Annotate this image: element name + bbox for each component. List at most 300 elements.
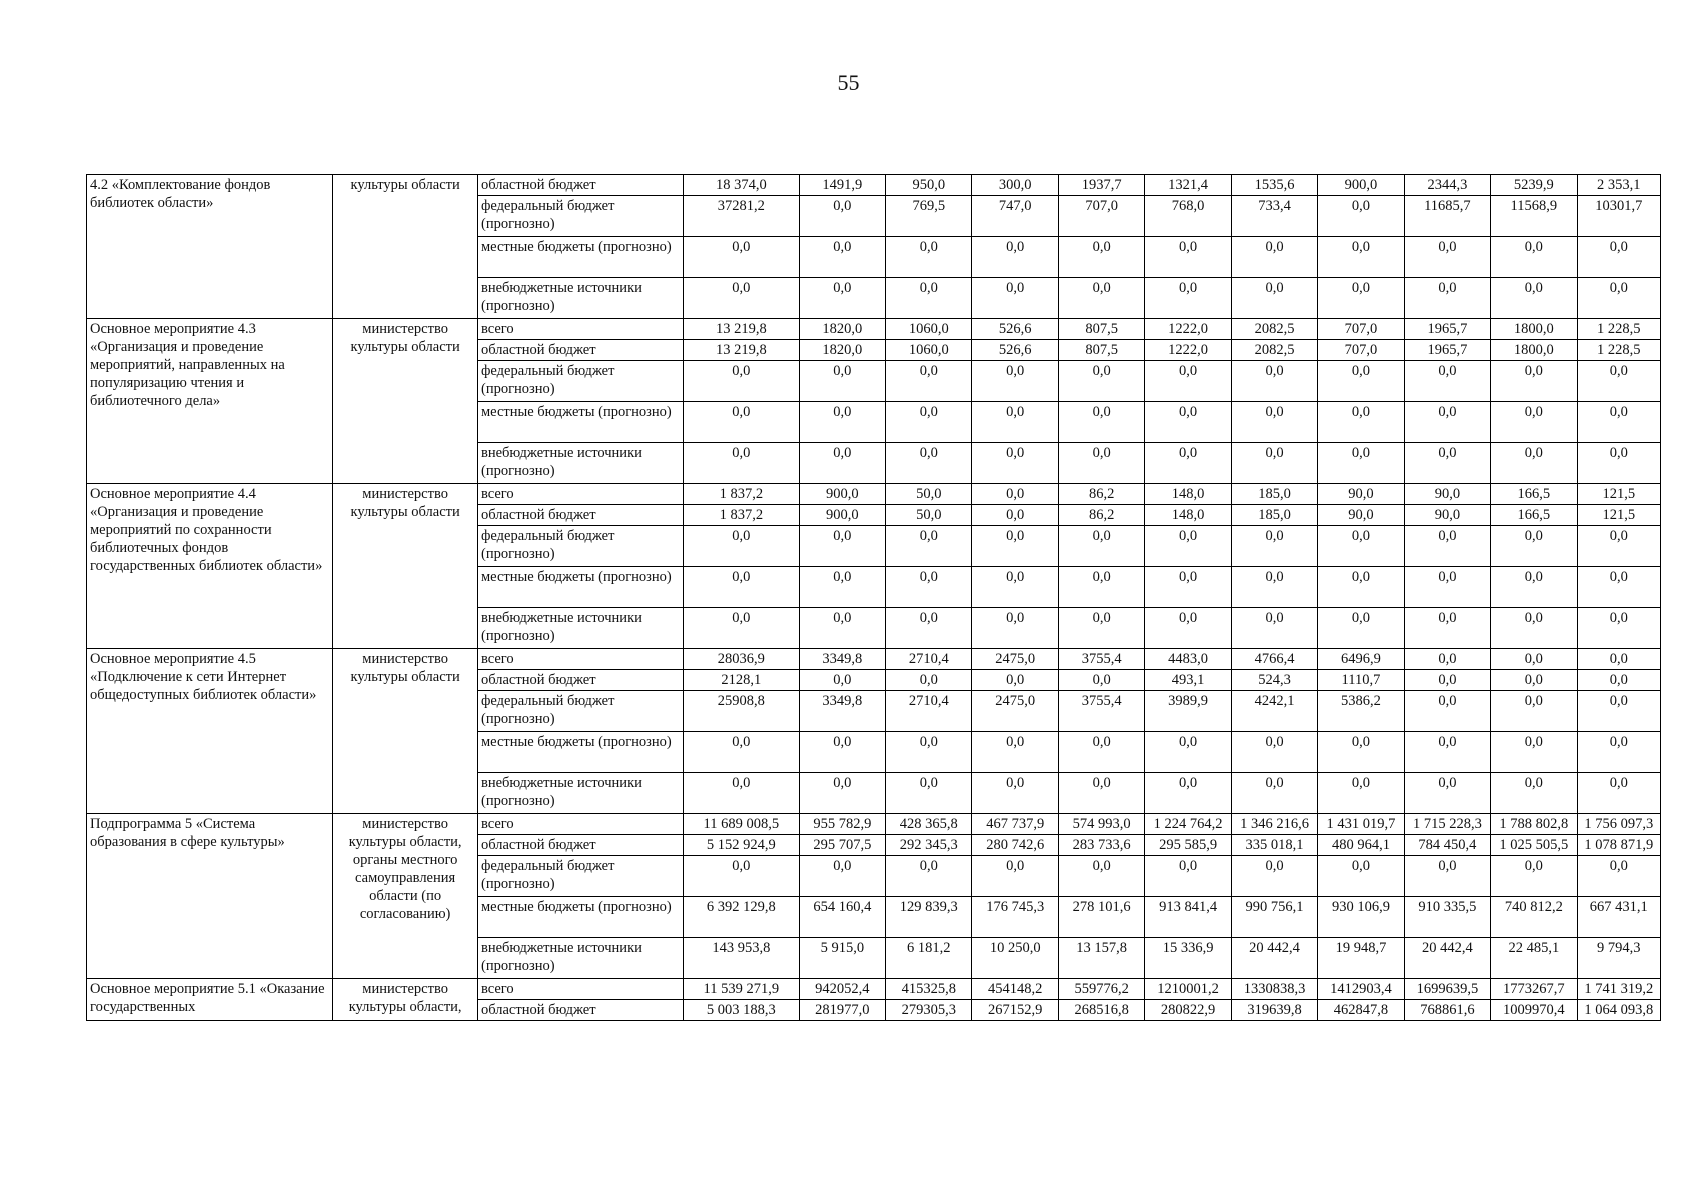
- amount-cell: 415325,8: [886, 979, 972, 1000]
- amount-cell: 1699639,5: [1404, 979, 1490, 1000]
- measure-name: Основное мероприятие 4.3 «Организация и проведение мероприятий, направленных на популяризацию чтения и библиотечного дела»: [87, 319, 333, 484]
- amount-cell: 0,0: [1058, 856, 1144, 897]
- amount-cell: 0,0: [1058, 278, 1144, 319]
- amount-cell: 86,2: [1058, 505, 1144, 526]
- amount-cell: 0,0: [886, 361, 972, 402]
- amount-cell: 4766,4: [1231, 649, 1317, 670]
- amount-cell: 0,0: [1577, 443, 1660, 484]
- amount-cell: 0,0: [972, 484, 1058, 505]
- amount-cell: 0,0: [1404, 856, 1490, 897]
- amount-cell: 0,0: [1231, 732, 1317, 773]
- amount-cell: 0,0: [799, 237, 885, 278]
- funding-source: всего: [477, 814, 683, 835]
- amount-cell: 15 336,9: [1145, 938, 1231, 979]
- table-row: [87, 649, 1661, 670]
- amount-cell: 0,0: [1404, 443, 1490, 484]
- executor: министерство культуры области, органы местного самоуправления области (по согласованию): [333, 814, 478, 979]
- amount-cell: 1535,6: [1231, 175, 1317, 196]
- amount-cell: 280822,9: [1145, 1000, 1231, 1021]
- amount-cell: 0,0: [1577, 361, 1660, 402]
- amount-cell: 707,0: [1318, 340, 1404, 361]
- amount-cell: 11 689 008,5: [684, 814, 800, 835]
- amount-cell: 0,0: [1145, 732, 1231, 773]
- amount-cell: 2082,5: [1231, 340, 1317, 361]
- funding-source: федеральный бюджет (прогнозно): [477, 196, 683, 237]
- amount-cell: 0,0: [1231, 361, 1317, 402]
- amount-cell: 900,0: [799, 484, 885, 505]
- amount-cell: 1 756 097,3: [1577, 814, 1660, 835]
- amount-cell: 768861,6: [1404, 1000, 1490, 1021]
- measure-name: Основное мероприятие 4.4 «Организация и проведение мероприятий по сохранности библиотечных фондов государственных библиотек области»: [87, 484, 333, 649]
- amount-cell: 3755,4: [1058, 691, 1144, 732]
- amount-cell: 480 964,1: [1318, 835, 1404, 856]
- amount-cell: 0,0: [972, 278, 1058, 319]
- funding-source: федеральный бюджет (прогнозно): [477, 526, 683, 567]
- page-number: 55: [837, 70, 860, 95]
- amount-cell: 0,0: [1577, 856, 1660, 897]
- amount-cell: 0,0: [1058, 670, 1144, 691]
- funding-source: областной бюджет: [477, 670, 683, 691]
- amount-cell: 454148,2: [972, 979, 1058, 1000]
- amount-cell: 5386,2: [1318, 691, 1404, 732]
- amount-cell: 1965,7: [1404, 319, 1490, 340]
- amount-cell: 4483,0: [1145, 649, 1231, 670]
- amount-cell: 0,0: [799, 732, 885, 773]
- amount-cell: 5239,9: [1491, 175, 1577, 196]
- amount-cell: 295 707,5: [799, 835, 885, 856]
- amount-cell: 462847,8: [1318, 1000, 1404, 1021]
- amount-cell: 0,0: [1404, 361, 1490, 402]
- amount-cell: 0,0: [1404, 691, 1490, 732]
- measure-name: Основное мероприятие 5.1 «Оказание государственных: [87, 979, 333, 1021]
- amount-cell: 1 837,2: [684, 505, 800, 526]
- amount-cell: 707,0: [1318, 319, 1404, 340]
- amount-cell: 807,5: [1058, 319, 1144, 340]
- amount-cell: 0,0: [1058, 361, 1144, 402]
- amount-cell: 930 106,9: [1318, 897, 1404, 938]
- amount-cell: 166,5: [1491, 484, 1577, 505]
- amount-cell: 0,0: [1058, 567, 1144, 608]
- amount-cell: 1 431 019,7: [1318, 814, 1404, 835]
- amount-cell: 37281,2: [684, 196, 800, 237]
- funding-source: федеральный бюджет (прогнозно): [477, 691, 683, 732]
- amount-cell: 0,0: [1145, 237, 1231, 278]
- amount-cell: 733,4: [1231, 196, 1317, 237]
- amount-cell: 0,0: [886, 402, 972, 443]
- funding-source: федеральный бюджет (прогнозно): [477, 856, 683, 897]
- amount-cell: 0,0: [684, 856, 800, 897]
- amount-cell: 0,0: [972, 443, 1058, 484]
- amount-cell: 0,0: [1404, 567, 1490, 608]
- amount-cell: 166,5: [1491, 505, 1577, 526]
- amount-cell: 1060,0: [886, 319, 972, 340]
- amount-cell: 0,0: [799, 361, 885, 402]
- amount-cell: 129 839,3: [886, 897, 972, 938]
- amount-cell: 0,0: [1318, 608, 1404, 649]
- amount-cell: 0,0: [1231, 443, 1317, 484]
- amount-cell: 90,0: [1318, 484, 1404, 505]
- amount-cell: 0,0: [1231, 278, 1317, 319]
- amount-cell: 1 064 093,8: [1577, 1000, 1660, 1021]
- executor: культуры области: [333, 175, 478, 319]
- amount-cell: 0,0: [886, 856, 972, 897]
- amount-cell: 768,0: [1145, 196, 1231, 237]
- funding-source: местные бюджеты (прогнозно): [477, 897, 683, 938]
- amount-cell: 6 181,2: [886, 938, 972, 979]
- amount-cell: 121,5: [1577, 505, 1660, 526]
- amount-cell: 13 219,8: [684, 319, 800, 340]
- amount-cell: 3349,8: [799, 649, 885, 670]
- amount-cell: 6496,9: [1318, 649, 1404, 670]
- amount-cell: 0,0: [1404, 278, 1490, 319]
- amount-cell: 90,0: [1318, 505, 1404, 526]
- amount-cell: 0,0: [1404, 237, 1490, 278]
- amount-cell: 526,6: [972, 319, 1058, 340]
- amount-cell: 0,0: [1577, 608, 1660, 649]
- amount-cell: 0,0: [1145, 443, 1231, 484]
- amount-cell: 0,0: [972, 567, 1058, 608]
- measure-name: Основное мероприятие 4.5 «Подключение к сети Интернет общедоступных библиотек области»: [87, 649, 333, 814]
- amount-cell: 185,0: [1231, 505, 1317, 526]
- amount-cell: 0,0: [886, 278, 972, 319]
- amount-cell: 11685,7: [1404, 196, 1490, 237]
- funding-source: всего: [477, 484, 683, 505]
- funding-source: всего: [477, 979, 683, 1000]
- amount-cell: 910 335,5: [1404, 897, 1490, 938]
- amount-cell: 50,0: [886, 484, 972, 505]
- amount-cell: 9 794,3: [1577, 938, 1660, 979]
- amount-cell: 1820,0: [799, 340, 885, 361]
- amount-cell: 667 431,1: [1577, 897, 1660, 938]
- funding-source: внебюджетные источники (прогнозно): [477, 773, 683, 814]
- amount-cell: 2344,3: [1404, 175, 1490, 196]
- amount-cell: 0,0: [886, 608, 972, 649]
- amount-cell: 0,0: [1404, 402, 1490, 443]
- amount-cell: 1321,4: [1145, 175, 1231, 196]
- amount-cell: 1 346 216,6: [1231, 814, 1317, 835]
- funding-source: областной бюджет: [477, 505, 683, 526]
- amount-cell: 0,0: [1577, 732, 1660, 773]
- amount-cell: 0,0: [1404, 773, 1490, 814]
- amount-cell: 1222,0: [1145, 340, 1231, 361]
- funding-source: областной бюджет: [477, 835, 683, 856]
- amount-cell: 747,0: [972, 196, 1058, 237]
- amount-cell: 900,0: [799, 505, 885, 526]
- amount-cell: 0,0: [1577, 526, 1660, 567]
- amount-cell: 11 539 271,9: [684, 979, 800, 1000]
- amount-cell: 0,0: [799, 526, 885, 567]
- amount-cell: 0,0: [1231, 402, 1317, 443]
- amount-cell: 0,0: [886, 567, 972, 608]
- table-row: [87, 484, 1661, 505]
- amount-cell: 292 345,3: [886, 835, 972, 856]
- amount-cell: 0,0: [1577, 670, 1660, 691]
- amount-cell: 2710,4: [886, 649, 972, 670]
- amount-cell: 6 392 129,8: [684, 897, 800, 938]
- amount-cell: 1773267,7: [1491, 979, 1577, 1000]
- amount-cell: 0,0: [1491, 608, 1577, 649]
- amount-cell: 0,0: [1231, 526, 1317, 567]
- amount-cell: 10 250,0: [972, 938, 1058, 979]
- amount-cell: 300,0: [972, 175, 1058, 196]
- amount-cell: 22 485,1: [1491, 938, 1577, 979]
- amount-cell: 90,0: [1404, 505, 1490, 526]
- amount-cell: 0,0: [1404, 732, 1490, 773]
- amount-cell: 1009970,4: [1491, 1000, 1577, 1021]
- amount-cell: 0,0: [1058, 237, 1144, 278]
- amount-cell: 1965,7: [1404, 340, 1490, 361]
- amount-cell: 0,0: [1404, 649, 1490, 670]
- amount-cell: 913 841,4: [1145, 897, 1231, 938]
- table-row: [87, 175, 1661, 196]
- amount-cell: 148,0: [1145, 484, 1231, 505]
- amount-cell: 493,1: [1145, 670, 1231, 691]
- amount-cell: 0,0: [1491, 732, 1577, 773]
- amount-cell: 0,0: [1318, 856, 1404, 897]
- funding-source: областной бюджет: [477, 340, 683, 361]
- amount-cell: 1060,0: [886, 340, 972, 361]
- amount-cell: 2 353,1: [1577, 175, 1660, 196]
- amount-cell: 1937,7: [1058, 175, 1144, 196]
- amount-cell: 3989,9: [1145, 691, 1231, 732]
- budget-table: [86, 174, 1661, 1021]
- amount-cell: 0,0: [1058, 608, 1144, 649]
- amount-cell: 0,0: [972, 505, 1058, 526]
- amount-cell: 0,0: [1577, 237, 1660, 278]
- amount-cell: 280 742,6: [972, 835, 1058, 856]
- amount-cell: 0,0: [799, 670, 885, 691]
- amount-cell: 0,0: [1318, 732, 1404, 773]
- amount-cell: 0,0: [1058, 732, 1144, 773]
- amount-cell: 2475,0: [972, 691, 1058, 732]
- amount-cell: 2128,1: [684, 670, 800, 691]
- amount-cell: 559776,2: [1058, 979, 1144, 1000]
- amount-cell: 3349,8: [799, 691, 885, 732]
- amount-cell: 0,0: [972, 856, 1058, 897]
- executor: министерство культуры области: [333, 484, 478, 649]
- amount-cell: 807,5: [1058, 340, 1144, 361]
- amount-cell: 0,0: [1058, 526, 1144, 567]
- amount-cell: 0,0: [684, 443, 800, 484]
- amount-cell: 0,0: [972, 402, 1058, 443]
- amount-cell: 185,0: [1231, 484, 1317, 505]
- amount-cell: 0,0: [886, 526, 972, 567]
- amount-cell: 0,0: [684, 361, 800, 402]
- amount-cell: 18 374,0: [684, 175, 800, 196]
- amount-cell: 0,0: [886, 670, 972, 691]
- amount-cell: 0,0: [1491, 670, 1577, 691]
- amount-cell: 1 228,5: [1577, 340, 1660, 361]
- amount-cell: 942052,4: [799, 979, 885, 1000]
- amount-cell: 0,0: [1318, 278, 1404, 319]
- amount-cell: 574 993,0: [1058, 814, 1144, 835]
- amount-cell: 0,0: [1491, 567, 1577, 608]
- amount-cell: 955 782,9: [799, 814, 885, 835]
- amount-cell: 1 224 764,2: [1145, 814, 1231, 835]
- amount-cell: 5 152 924,9: [684, 835, 800, 856]
- amount-cell: 1491,9: [799, 175, 885, 196]
- amount-cell: 1330838,3: [1231, 979, 1317, 1000]
- amount-cell: 0,0: [1491, 526, 1577, 567]
- amount-cell: 0,0: [1145, 773, 1231, 814]
- amount-cell: 0,0: [684, 526, 800, 567]
- amount-cell: 1412903,4: [1318, 979, 1404, 1000]
- amount-cell: 0,0: [1577, 773, 1660, 814]
- amount-cell: 654 160,4: [799, 897, 885, 938]
- amount-cell: 0,0: [1058, 443, 1144, 484]
- amount-cell: 278 101,6: [1058, 897, 1144, 938]
- amount-cell: 0,0: [972, 773, 1058, 814]
- amount-cell: 0,0: [886, 732, 972, 773]
- amount-cell: 0,0: [799, 402, 885, 443]
- amount-cell: 950,0: [886, 175, 972, 196]
- amount-cell: 0,0: [1145, 526, 1231, 567]
- amount-cell: 0,0: [684, 237, 800, 278]
- measure-name: 4.2 «Комплектование фондов библиотек области»: [87, 175, 333, 319]
- amount-cell: 0,0: [1491, 443, 1577, 484]
- amount-cell: 1 837,2: [684, 484, 800, 505]
- amount-cell: 0,0: [799, 196, 885, 237]
- amount-cell: 900,0: [1318, 175, 1404, 196]
- amount-cell: 0,0: [684, 773, 800, 814]
- amount-cell: 0,0: [972, 670, 1058, 691]
- amount-cell: 784 450,4: [1404, 835, 1490, 856]
- amount-cell: 740 812,2: [1491, 897, 1577, 938]
- amount-cell: 283 733,6: [1058, 835, 1144, 856]
- amount-cell: 707,0: [1058, 196, 1144, 237]
- amount-cell: 0,0: [799, 443, 885, 484]
- amount-cell: 5 003 188,3: [684, 1000, 800, 1021]
- amount-cell: 1 078 871,9: [1577, 835, 1660, 856]
- amount-cell: 20 442,4: [1231, 938, 1317, 979]
- amount-cell: 281977,0: [799, 1000, 885, 1021]
- amount-cell: 0,0: [1145, 856, 1231, 897]
- amount-cell: 428 365,8: [886, 814, 972, 835]
- amount-cell: 1222,0: [1145, 319, 1231, 340]
- funding-source: внебюджетные источники (прогнозно): [477, 443, 683, 484]
- amount-cell: 0,0: [684, 402, 800, 443]
- amount-cell: 0,0: [1577, 402, 1660, 443]
- amount-cell: 2082,5: [1231, 319, 1317, 340]
- amount-cell: 268516,8: [1058, 1000, 1144, 1021]
- executor: министерство культуры области: [333, 319, 478, 484]
- amount-cell: 0,0: [1577, 691, 1660, 732]
- amount-cell: 86,2: [1058, 484, 1144, 505]
- amount-cell: 0,0: [1491, 691, 1577, 732]
- funding-source: внебюджетные источники (прогнозно): [477, 608, 683, 649]
- amount-cell: 176 745,3: [972, 897, 1058, 938]
- amount-cell: 4242,1: [1231, 691, 1317, 732]
- amount-cell: 0,0: [1491, 402, 1577, 443]
- amount-cell: 13 157,8: [1058, 938, 1144, 979]
- amount-cell: 5 915,0: [799, 938, 885, 979]
- amount-cell: 0,0: [1404, 670, 1490, 691]
- amount-cell: 0,0: [1145, 608, 1231, 649]
- amount-cell: 1800,0: [1491, 340, 1577, 361]
- amount-cell: 524,3: [1231, 670, 1317, 691]
- amount-cell: 0,0: [1491, 856, 1577, 897]
- amount-cell: 50,0: [886, 505, 972, 526]
- amount-cell: 0,0: [799, 567, 885, 608]
- amount-cell: 3755,4: [1058, 649, 1144, 670]
- amount-cell: 0,0: [684, 732, 800, 773]
- executor: министерство культуры области,: [333, 979, 478, 1021]
- funding-source: местные бюджеты (прогнозно): [477, 402, 683, 443]
- amount-cell: 0,0: [1491, 278, 1577, 319]
- amount-cell: 0,0: [972, 526, 1058, 567]
- funding-source: федеральный бюджет (прогнозно): [477, 361, 683, 402]
- amount-cell: 1800,0: [1491, 319, 1577, 340]
- amount-cell: 526,6: [972, 340, 1058, 361]
- amount-cell: 1 715 228,3: [1404, 814, 1490, 835]
- amount-cell: 0,0: [972, 361, 1058, 402]
- amount-cell: 1 788 802,8: [1491, 814, 1577, 835]
- amount-cell: 121,5: [1577, 484, 1660, 505]
- amount-cell: 0,0: [1577, 278, 1660, 319]
- funding-source: областной бюджет: [477, 1000, 683, 1021]
- funding-source: внебюджетные источники (прогнозно): [477, 278, 683, 319]
- amount-cell: 90,0: [1404, 484, 1490, 505]
- amount-cell: 267152,9: [972, 1000, 1058, 1021]
- amount-cell: 2475,0: [972, 649, 1058, 670]
- amount-cell: 769,5: [886, 196, 972, 237]
- amount-cell: 1820,0: [799, 319, 885, 340]
- amount-cell: 0,0: [1491, 361, 1577, 402]
- amount-cell: 0,0: [1318, 196, 1404, 237]
- executor: министерство культуры области: [333, 649, 478, 814]
- amount-cell: 0,0: [1145, 402, 1231, 443]
- amount-cell: 1 741 319,2: [1577, 979, 1660, 1000]
- amount-cell: 319639,8: [1231, 1000, 1317, 1021]
- amount-cell: 19 948,7: [1318, 938, 1404, 979]
- measure-name: Подпрограмма 5 «Система образования в сфере культуры»: [87, 814, 333, 979]
- amount-cell: 0,0: [1231, 567, 1317, 608]
- amount-cell: 11568,9: [1491, 196, 1577, 237]
- funding-source: местные бюджеты (прогнозно): [477, 732, 683, 773]
- amount-cell: 0,0: [886, 443, 972, 484]
- amount-cell: 0,0: [1058, 773, 1144, 814]
- amount-cell: 1 228,5: [1577, 319, 1660, 340]
- amount-cell: 0,0: [1231, 856, 1317, 897]
- amount-cell: 0,0: [1404, 608, 1490, 649]
- funding-source: внебюджетные источники (прогнозно): [477, 938, 683, 979]
- amount-cell: 0,0: [1318, 567, 1404, 608]
- amount-cell: 0,0: [684, 608, 800, 649]
- amount-cell: 467 737,9: [972, 814, 1058, 835]
- amount-cell: 0,0: [799, 773, 885, 814]
- funding-source: областной бюджет: [477, 175, 683, 196]
- amount-cell: 0,0: [684, 567, 800, 608]
- amount-cell: 0,0: [972, 732, 1058, 773]
- amount-cell: 0,0: [1058, 402, 1144, 443]
- amount-cell: 990 756,1: [1231, 897, 1317, 938]
- amount-cell: 0,0: [1318, 237, 1404, 278]
- amount-cell: 1110,7: [1318, 670, 1404, 691]
- amount-cell: 1210001,2: [1145, 979, 1231, 1000]
- amount-cell: 279305,3: [886, 1000, 972, 1021]
- amount-cell: 0,0: [684, 278, 800, 319]
- amount-cell: 0,0: [1318, 361, 1404, 402]
- funding-source: всего: [477, 649, 683, 670]
- amount-cell: 0,0: [1577, 649, 1660, 670]
- amount-cell: 0,0: [799, 856, 885, 897]
- amount-cell: 0,0: [1231, 608, 1317, 649]
- amount-cell: 143 953,8: [684, 938, 800, 979]
- amount-cell: 0,0: [1318, 526, 1404, 567]
- amount-cell: 295 585,9: [1145, 835, 1231, 856]
- funding-source: всего: [477, 319, 683, 340]
- amount-cell: 0,0: [1231, 237, 1317, 278]
